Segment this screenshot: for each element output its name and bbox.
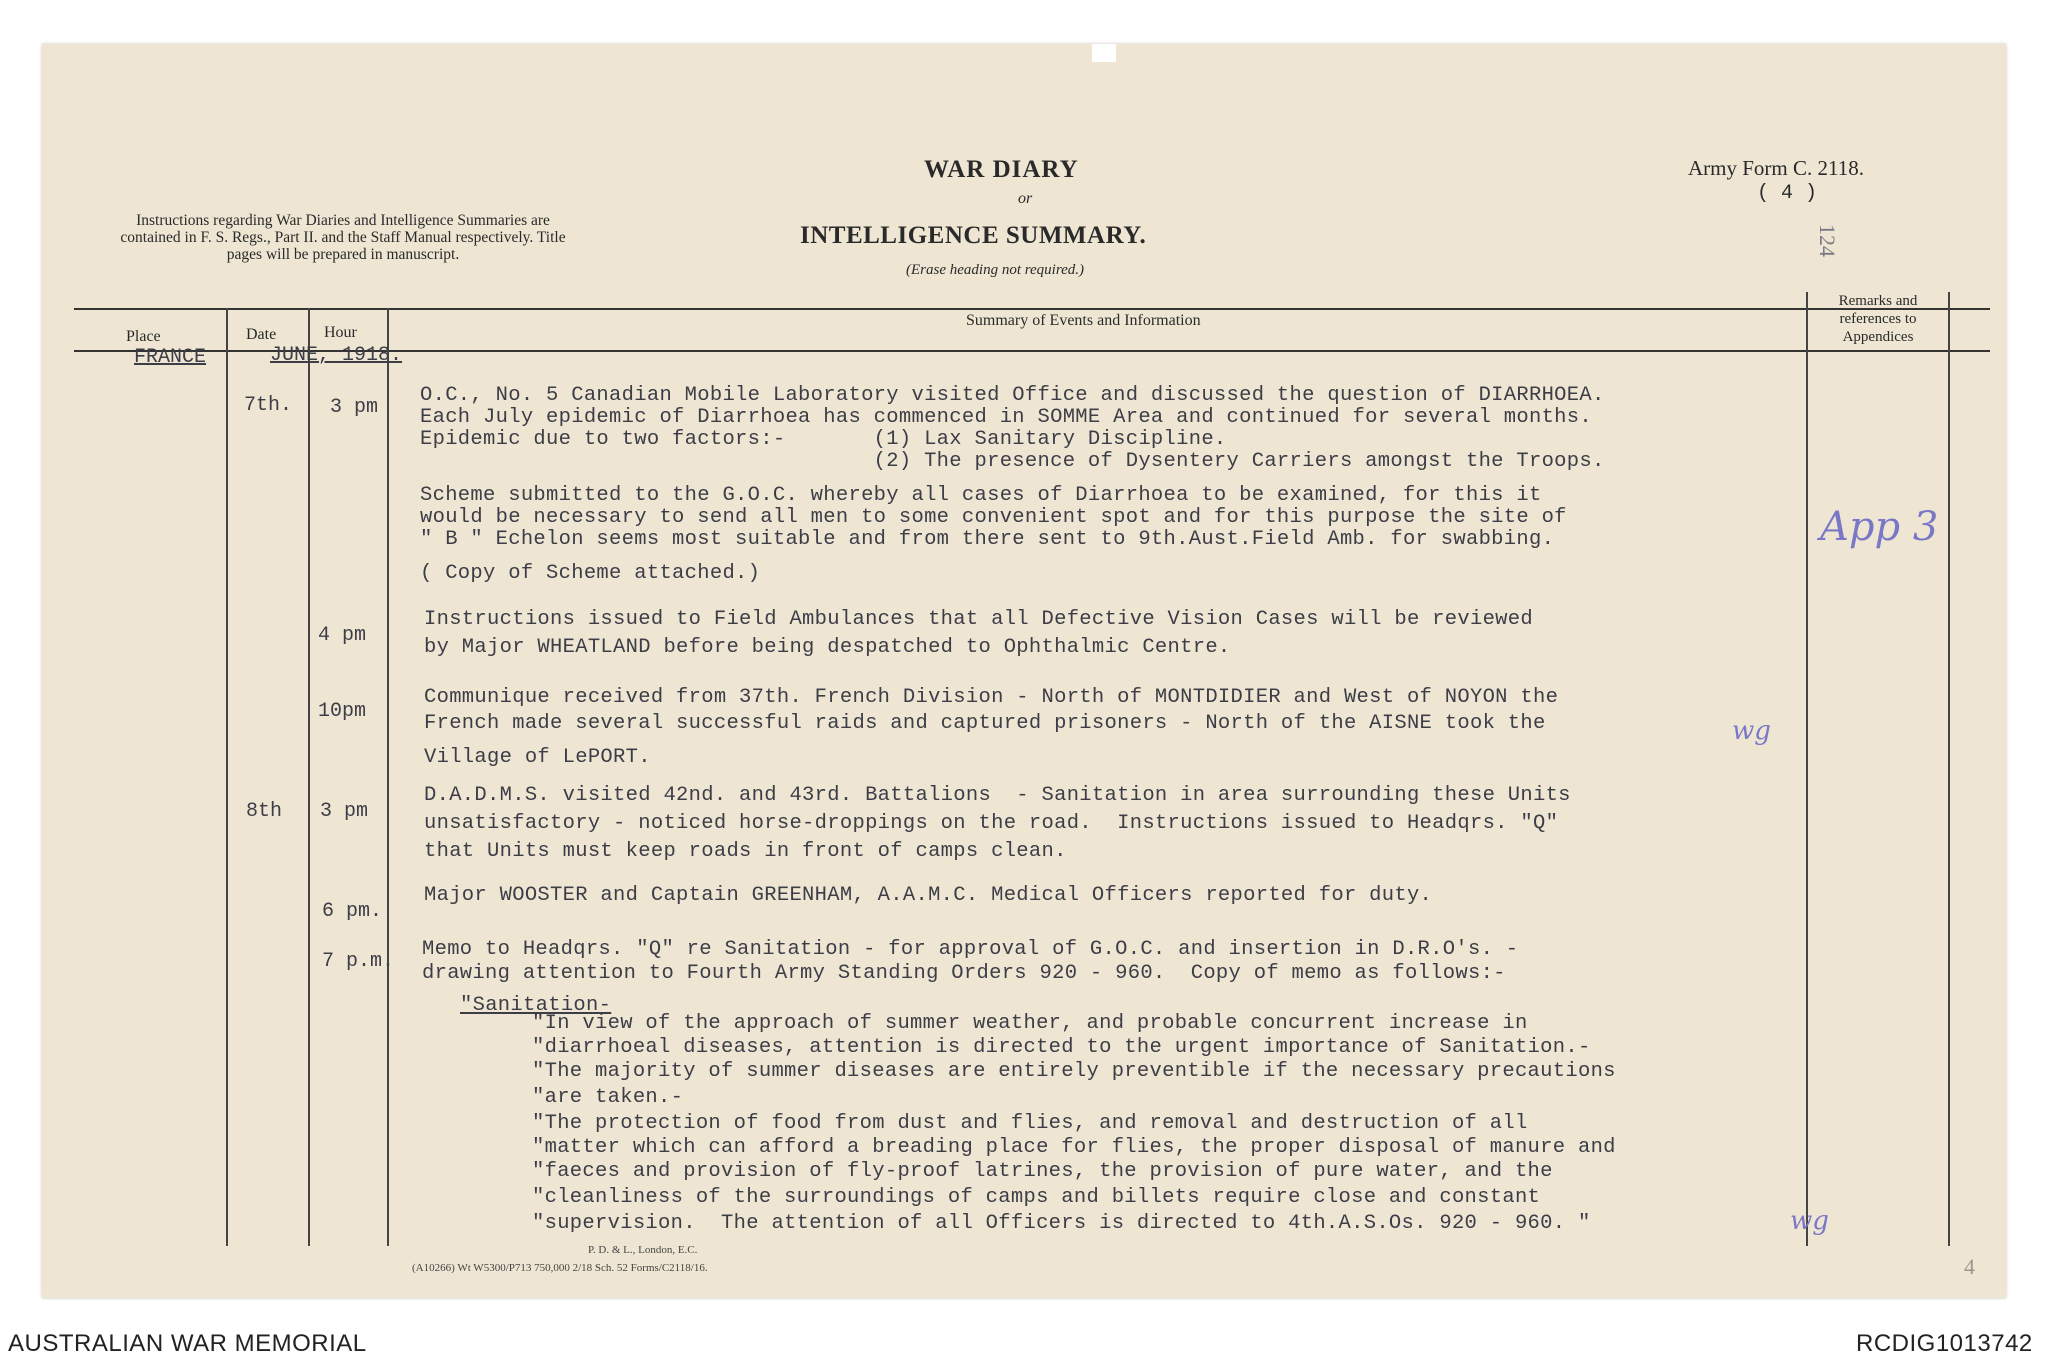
table-top-rule [74, 308, 1990, 310]
entry-line: D.A.D.M.S. visited 42nd. and 43rd. Battalions - Sanitation in area surrounding these Units [424, 784, 1571, 807]
entry-line: would be necessary to send all men to some convenient spot and for this purpose the site of [420, 506, 1567, 529]
initials-annotation: wg [1732, 716, 1771, 746]
col-rule-summary [1806, 292, 1808, 1246]
col-header-place: Place [126, 328, 161, 345]
title-or: or [1018, 190, 1033, 207]
memo-line: "supervision. The attention of all Officers is directed to 4th.A.S.Os. 920 - 960. " [532, 1212, 1591, 1235]
col-header-date: Date [246, 326, 277, 343]
col-header-hour: Hour [324, 324, 357, 341]
col-header-summary: Summary of Events and Information [966, 312, 1201, 329]
entry-line: Epidemic due to two factors:- (1) Lax Sanitary Discipline. [420, 428, 1227, 451]
entry-hour: 6 pm. [322, 900, 383, 923]
corner-mark: 4 [1964, 1254, 1975, 1279]
memo-line: "The majority of summer diseases are entirely preventible if the necessary precautions [532, 1060, 1616, 1083]
diary-subtitle: INTELLIGENCE SUMMARY. [800, 222, 1147, 249]
paper-notch [1092, 44, 1116, 62]
entry-hour: 4 pm [318, 624, 367, 647]
col-rule-right [1948, 292, 1950, 1246]
entry-line: Village of LePORT. [424, 746, 651, 769]
entry-line: Memo to Headqrs. "Q" re Sanitation - for approval of G.O.C. and insertion in D.R.O's. - [422, 938, 1519, 961]
entry-hour: 10pm [318, 700, 367, 723]
memo-line: "faeces and provision of fly-proof latrines, the provision of pure water, and the [532, 1160, 1553, 1183]
memo-line: "are taken.- [532, 1086, 684, 1109]
entry-line: Communique received from 37th. French Division - North of MONTDIDIER and West of NOYON the [424, 686, 1559, 709]
entry-line: drawing attention to Fourth Army Standing Orders 920 - 960. Copy of memo as follows:- [422, 962, 1506, 985]
entry-line: (2) The presence of Dysentery Carriers amongst the Troops. [420, 450, 1605, 473]
entry-line: Each July epidemic of Diarrhoea has commenced in SOMME Area and continued for several months. [420, 406, 1592, 429]
entry-line: ( Copy of Scheme attached.) [420, 562, 761, 585]
heading-place: FRANCE [134, 346, 207, 369]
entry-line: Instructions issued to Field Ambulances that all Defective Vision Cases will be reviewed [424, 608, 1533, 631]
heading-date: JUNE, 1918. [270, 344, 403, 367]
entry-line: " B " Echelon seems most suitable and from there sent to 9th.Aust.Field Amb. for swabbing. [420, 528, 1555, 551]
entry-line: unsatisfactory - noticed horse-droppings on the road. Instructions issued to Headqrs. "Q" [424, 812, 1559, 835]
memo-line: "cleanliness of the surroundings of camps and billets require close and constant [532, 1186, 1541, 1209]
diary-title: WAR DIARY [924, 156, 1079, 183]
col-header-remarks: Remarks and references to Appendices [1838, 293, 1918, 345]
memo-heading: "Sanitation- [460, 994, 612, 1017]
form-number: ( 4 ) [1757, 182, 1818, 205]
footer-record-id: RCDIG1013742 [1856, 1330, 2033, 1357]
entry-line: French made several successful raids and captured prisoners - North of the AISNE took the [424, 712, 1546, 735]
memo-line: "diarrhoeal diseases, attention is directed to the urgent importance of Sanitation.- [532, 1036, 1591, 1059]
pencil-page-number: 124 [1815, 224, 1840, 257]
entry-line: O.C., No. 5 Canadian Mobile Laboratory visited Office and discussed the question of DIARRHOEA. [420, 384, 1605, 407]
army-form-label: Army Form C. 2118. [1688, 156, 1864, 180]
entry-line: Scheme submitted to the G.O.C. whereby all cases of Diarrhoea to be examined, for this it [420, 484, 1542, 507]
entry-hour: 7 p.m. [322, 950, 395, 973]
col-rule-date [308, 308, 310, 1246]
entry-date: 8th [246, 800, 283, 823]
entry-hour: 3 pm [330, 396, 379, 419]
printer-imprint: (A10266) Wt W5300/P713 750,000 2/18 Sch. 52 Forms/C2118/16. [412, 1262, 708, 1274]
entry-date: 7th. [244, 394, 293, 417]
printer-imprint: P. D. & L., London, E.C. [588, 1244, 698, 1256]
memo-line: "In view of the approach of summer weather, and probable concurrent increase in [532, 1012, 1528, 1035]
entry-line: Major WOOSTER and Captain GREENHAM, A.A.M.C. Medical Officers reported for duty. [424, 884, 1433, 907]
initials-annotation: wg [1790, 1206, 1829, 1236]
erase-note: (Erase heading not required.) [906, 262, 1085, 278]
col-rule-place [226, 308, 228, 1246]
entry-hour: 3 pm [320, 800, 369, 823]
memo-line: "matter which can afford a breading place for flies, the proper disposal of manure and [532, 1136, 1616, 1159]
memo-line: "The protection of food from dust and flies, and removal and destruction of all [532, 1112, 1528, 1135]
remarks-header-rule [1808, 350, 1948, 352]
entry-line: by Major WHEATLAND before being despatched to Ophthalmic Centre. [424, 636, 1231, 659]
footer-archive-name: AUSTRALIAN WAR MEMORIAL [8, 1330, 367, 1357]
entry-line: that Units must keep roads in front of camps clean. [424, 840, 1067, 863]
instructions-note: Instructions regarding War Diaries and Intelligence Summaries are contained in F. S. Regs., Part II. and the Staff Manual respectively. Title pages will be prepared in manuscript. [120, 212, 566, 263]
appendix-annotation: App 3 [1820, 504, 1939, 550]
col-rule-hour [387, 308, 389, 1246]
